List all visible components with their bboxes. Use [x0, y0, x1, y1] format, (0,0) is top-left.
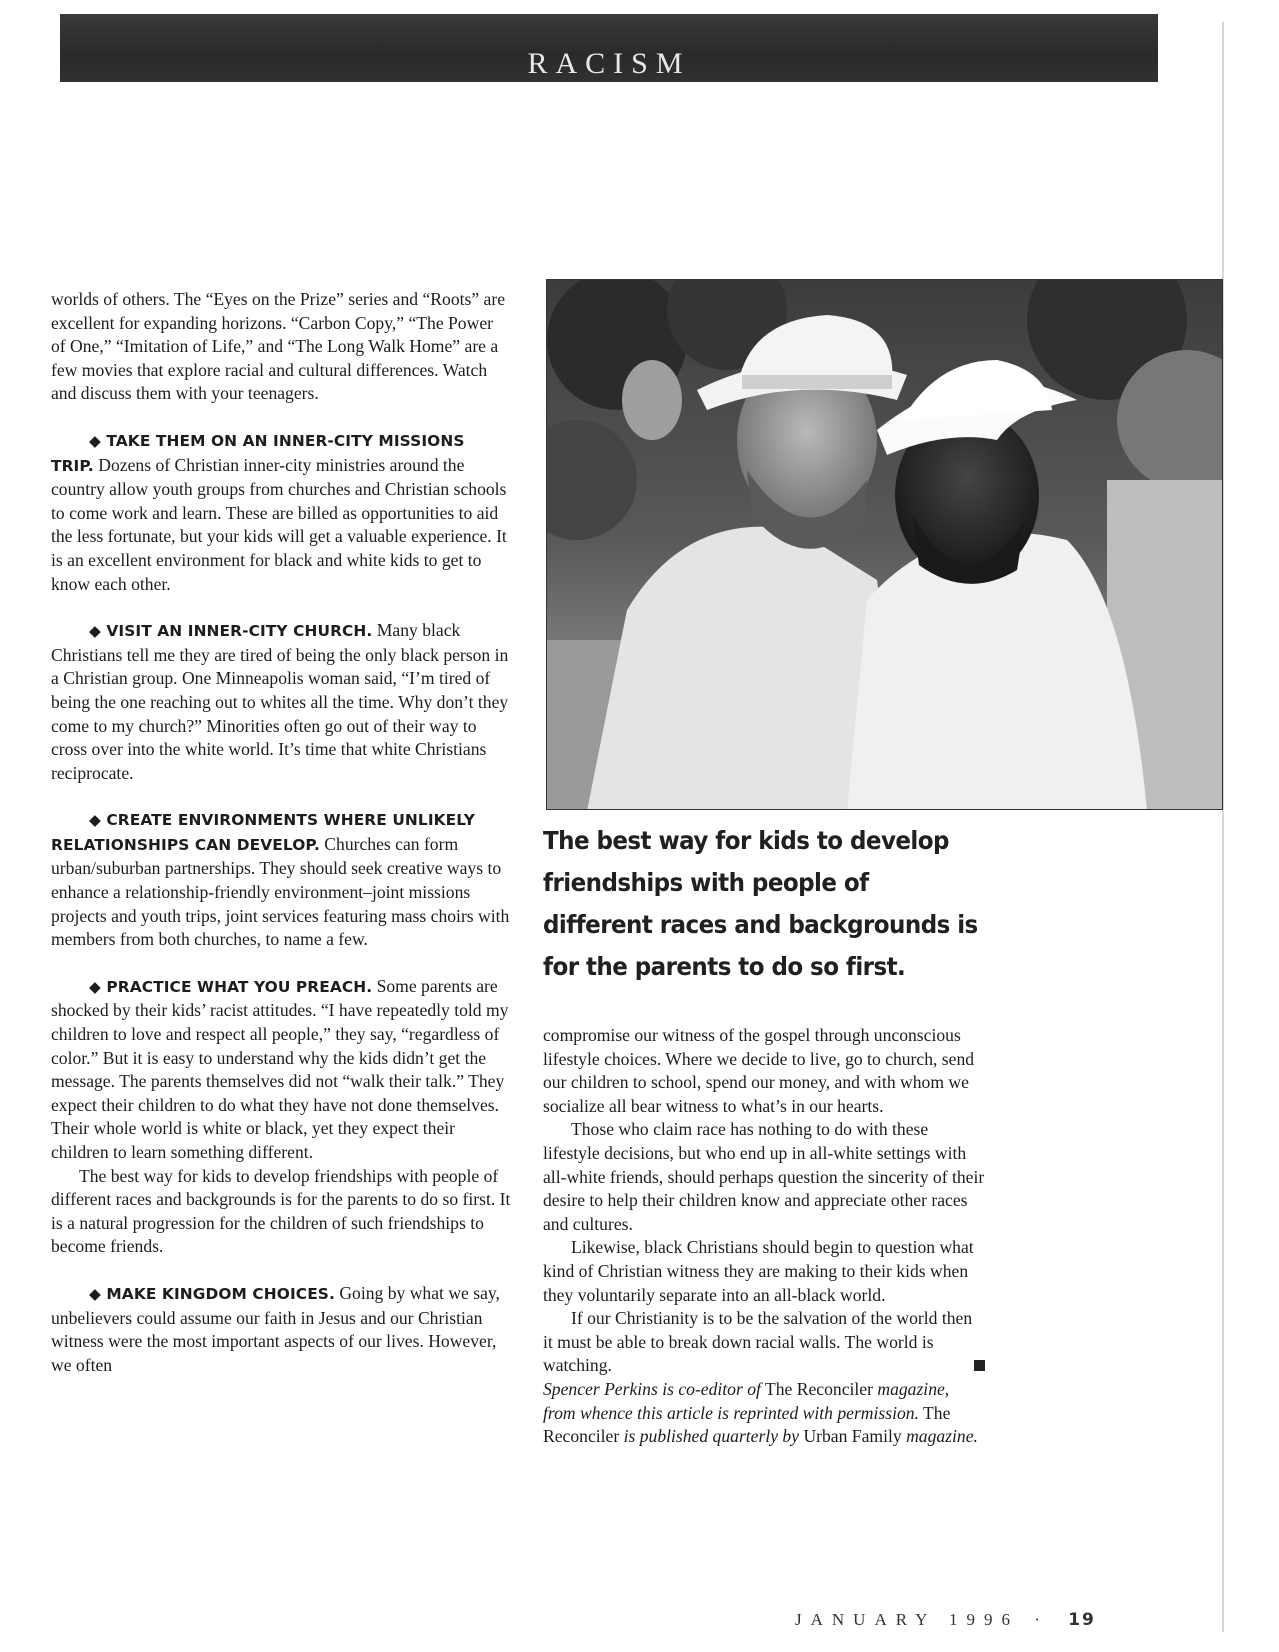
item-lead: ◆ PRACTICE WHAT YOU PREACH.	[89, 977, 373, 996]
credit-part: Spencer Perkins is co-editor of	[543, 1378, 761, 1399]
item-text: Churches can form urban/suburban partnerships. They should seek creative ways to enhance a relationship-friendly environment–joint missions projects and youth trips, joint services featuring mass choirs with members from both churches, to name a few.	[51, 833, 510, 950]
item-lead: ◆ CREATE ENVIRONMENTS WHERE UNLIKELY RELATIONSHIPS CAN DEVELOP.	[51, 811, 476, 854]
section-title: RACISM	[527, 47, 691, 80]
body-paragraph: Those who claim race has nothing to do with these lifestyle decisions, but who end up in all-white settings with all-white friends, should perhaps question the sincerity of their desire to help their children know and appreciate other races and cultures.	[543, 1119, 985, 1234]
item-text: Going by what we say, unbelievers could assume our faith in Jesus and our Christian witness were the most important aspects of our lives. However, we often	[51, 1282, 500, 1375]
list-item	[51, 429, 511, 596]
section-header	[60, 14, 1158, 82]
author-credit	[543, 1378, 985, 1449]
item-text: Dozens of Christian inner-city ministries around the country allow youth groups from churches and Christian schools to come work and learn. These are billed as opportunities to aid the less fortunate, but your kids will get a valuable experience. It is an excellent environment for black and white kids to get to know each other.	[51, 454, 507, 594]
item-lead: ◆ TAKE THEM ON AN INNER-CITY MISSIONS TRIP.	[51, 431, 465, 475]
closing-text: If our Christianity is to be the salvation of the world then it must be able to break down racial walls. The world is watching.	[543, 1308, 973, 1376]
page-footer	[795, 1610, 1135, 1630]
photo-illustration	[547, 280, 1223, 810]
list-item	[51, 1282, 511, 1377]
page-number: 19	[1068, 1610, 1096, 1630]
body-paragraph: compromise our witness of the gospel through unconscious lifestyle choices. Where we decide to live, go to church, send our children to school, spend our money, and with whom we socialize all bear witness to what’s in our hearts.	[543, 1025, 975, 1116]
credit-part: magazine.	[906, 1426, 978, 1447]
item-lead: ◆ VISIT AN INNER-CITY CHURCH.	[89, 622, 373, 641]
credit-part: The Reconciler	[760, 1378, 878, 1399]
list-item	[51, 975, 511, 1165]
pull-quote: The best way for kids to develop friendships with people of different races and backgrounds is for the parents to do so first.	[543, 826, 978, 981]
footer-separator: ·	[1034, 1610, 1049, 1629]
intro-paragraph: worlds of others. The “Eyes on the Prize” series and “Roots” are excellent for expanding horizons. “Carbon Copy,” “The Power of One,” “Imitation of Life,” and “The Long Walk Home” are a few movies that explore racial and cultural differences. Watch and discuss them with your teenagers.	[51, 289, 506, 404]
footer-date: JANUARY 1996	[795, 1610, 1020, 1629]
body-paragraph: Likewise, black Christians should begin to question what kind of Christian witness they are making to their kids when they voluntarily separate into an all-black world.	[543, 1237, 974, 1305]
end-mark-icon	[974, 1360, 985, 1371]
item-lead: ◆ MAKE KINGDOM CHOICES.	[89, 1284, 335, 1303]
photo-two-men	[546, 279, 1223, 810]
right-column	[543, 1024, 985, 1449]
item-text: Many black Christians tell me they are tired of being the only black person in a Christian group. One Minneapolis woman said, “I’m tired of being the one reaching out to whites all the time. Why don’t they come to my church?” Minorities often go out of their way to cross over into the white world. It’s time that white Christians reciprocate.	[51, 620, 509, 783]
list-item	[51, 808, 511, 952]
credit-part: Urban Family	[799, 1426, 907, 1447]
left-column	[51, 288, 511, 1377]
credit-part: is published quarterly by	[623, 1426, 800, 1447]
item-text: Some parents are shocked by their kids’ racist attitudes. “I have repeatedly told my children to love and respect all people,” they say, “regardless of color.” But it is easy to understand why the kids didn’t get the message. The parents themselves did not “walk their talk.” They expect their children to do what they have not done themselves. Their whole world is white or black, yet they expect their children to learn something different.	[51, 975, 509, 1162]
body-paragraph: The best way for kids to develop friendships with people of different races and backgrounds is for the parents to do so first. It is a natural progression for the children of such friendships to become friends.	[51, 1165, 511, 1257]
body-paragraph	[543, 1307, 985, 1378]
credit-part: The Reconciler	[543, 1402, 951, 1447]
page-edge	[1222, 22, 1224, 1632]
list-item	[51, 619, 511, 785]
credit-part: magazine, from whence this article is reprinted with permission.	[543, 1378, 950, 1423]
